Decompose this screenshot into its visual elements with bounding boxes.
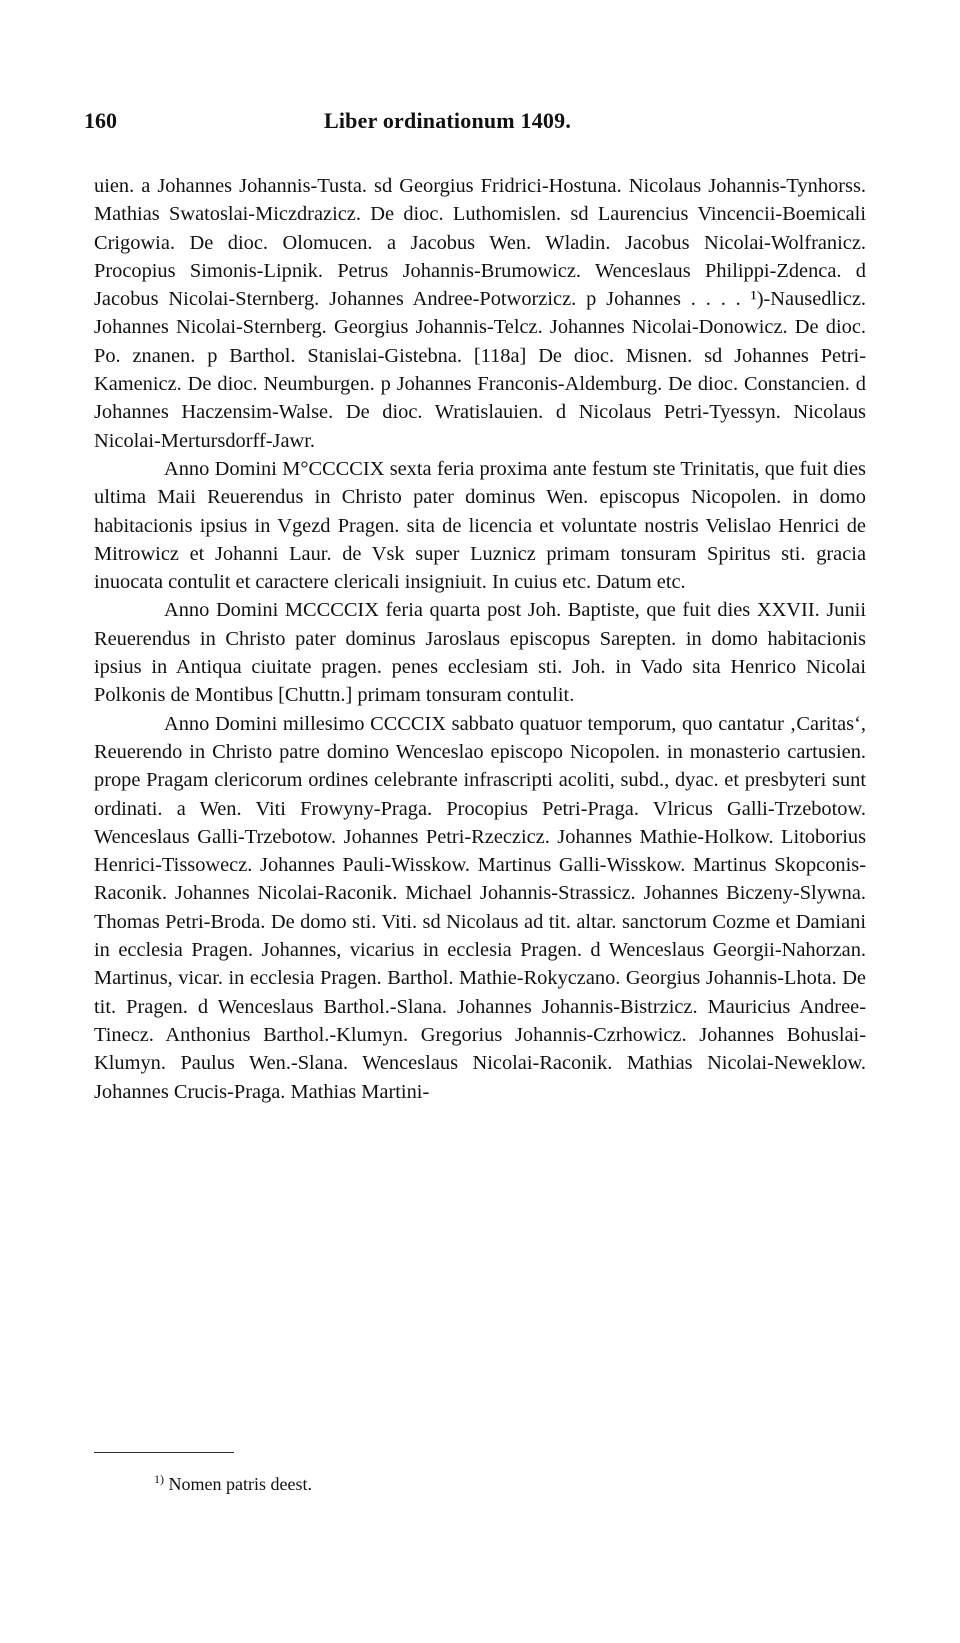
footnote-divider (94, 1452, 234, 1453)
footnote-marker: 1) (154, 1472, 164, 1486)
page-number: 160 (84, 108, 117, 133)
footnote-text: Nomen patris deest. (168, 1474, 312, 1494)
paragraph-2: Anno Domini M°CCCCIX sexta feria proxima ante festum ste Trinitatis, que fuit dies ultima Maii Reuerendus in Christo pater dominus Wen. episcopus Nicopolen. in domo habitacionis ipsius in Vgezd Pragen. sita de licencia et voluntate nostris Velislao Henrici de Mitrowicz et Johanni Laur. de Vsk super Luznicz primam tonsuram Spiritus sti. gracia inuocata contulit et caractere clericali insigniuit. In cuius etc. Datum etc. (94, 457, 866, 594)
footnote (154, 1472, 312, 1495)
paragraph-4: Anno Domini millesimo CCCCIX sabbato quatuor temporum, quo cantatur ‚Caritas‘, Reuerendo in Christo patre domino Wenceslao episcopo Nicopolen. in monasterio cartusien. prope Pragam clericorum ordines celebrante infrascripti acoliti, subd., dyac. et presbyteri sunt ordinati. a Wen. Viti Frowyny-Praga. Procopius Petri-Praga. Vlricus Galli-Trzebotow. Wenceslaus Galli-Trzebotow. Johannes Petri-Rzeczicz. Johannes Mathie-Holkow. Litoborius Henrici-Tissowecz. Johannes Pauli-Wisskow. Martinus Galli-Wisskow. Martinus Skopconis-Raconik. Johannes Nicolai-Raconik. Michael Johannis-Strassicz. Johannes Biczeny-Slywna. Thomas Petri-Broda. De domo sti. Viti. sd Nicolaus ad tit. altar. sanctorum Cozme et Damiani in ecclesia Pragen. Johannes, vicarius in ecclesia Pragen. d Wenceslaus Georgii-Nahorzan. Martinus, vicar. in ecclesia Pragen. Barthol. Mathie-Rokyczano. Georgius Johannis-Lhota. De tit. Pragen. d Wenceslaus Barthol.-Slana. Johannes Johannis-Bistrzicz. Mauricius Andree-Tinecz. Anthonius Barthol.-Klumyn. Gregorius Johannis-Czrhowicz. Johannes Bohuslai-Klumyn. Paulus Wen.-Slana. Wenceslaus Nicolai-Raconik. Mathias Nicolai-Neweklow. Johannes Crucis-Praga. Mathias Martini- (94, 712, 866, 1103)
body-text (94, 172, 866, 1106)
page-header (84, 108, 868, 144)
running-title: Liber ordinationum 1409. (324, 108, 572, 133)
paragraph-1: uien. a Johannes Johannis-Tusta. sd Georgius Fridrici-Hostuna. Nicolaus Johannis-Tynhorss. Mathias Swatoslai-Miczdrazicz. De dioc. Luthomislen. sd Laurencius Vincencii-Boemicali Crigowia. De dioc. Olomucen. a Jacobus Wen. Wladin. Jacobus Nicolai-Wolfranicz. Procopius Simonis-Lipnik. Petrus Johannis-Brumowicz. Wenceslaus Philippi-Zdenca. d Jacobus Nicolai-Sternberg. Johannes Andree-Potworzicz. p Johannes . . . . ¹)-Nausedlicz. Johannes Nicolai-Sternberg. Georgius Johannis-Telcz. Johannes Nicolai-Donowicz. De dioc. Po. znanen. p Barthol. Stanislai-Gistebna. [118a] De dioc. Misnen. sd Johannes Petri-Kamenicz. De dioc. Neumburgen. p Johannes Franconis-Aldemburg. De dioc. Constancien. d Johannes Haczensim-Walse. De dioc. Wratislauien. d Nicolaus Petri-Tyessyn. Nicolaus Nicolai-Mertursdorff-Jawr. (94, 175, 866, 452)
paragraph-3: Anno Domini MCCCCIX feria quarta post Joh. Baptiste, que fuit dies XXVII. Junii Reuerendus in Christo pater dominus Jaroslaus episcopus Sarepten. in domo habitacionis ipsius in Antiqua ciuitate pragen. penes ecclesiam sti. Joh. in Vado sita Henrico Nicolai Polkonis de Montibus [Chuttn.] primam tonsuram contulit. (94, 599, 866, 707)
